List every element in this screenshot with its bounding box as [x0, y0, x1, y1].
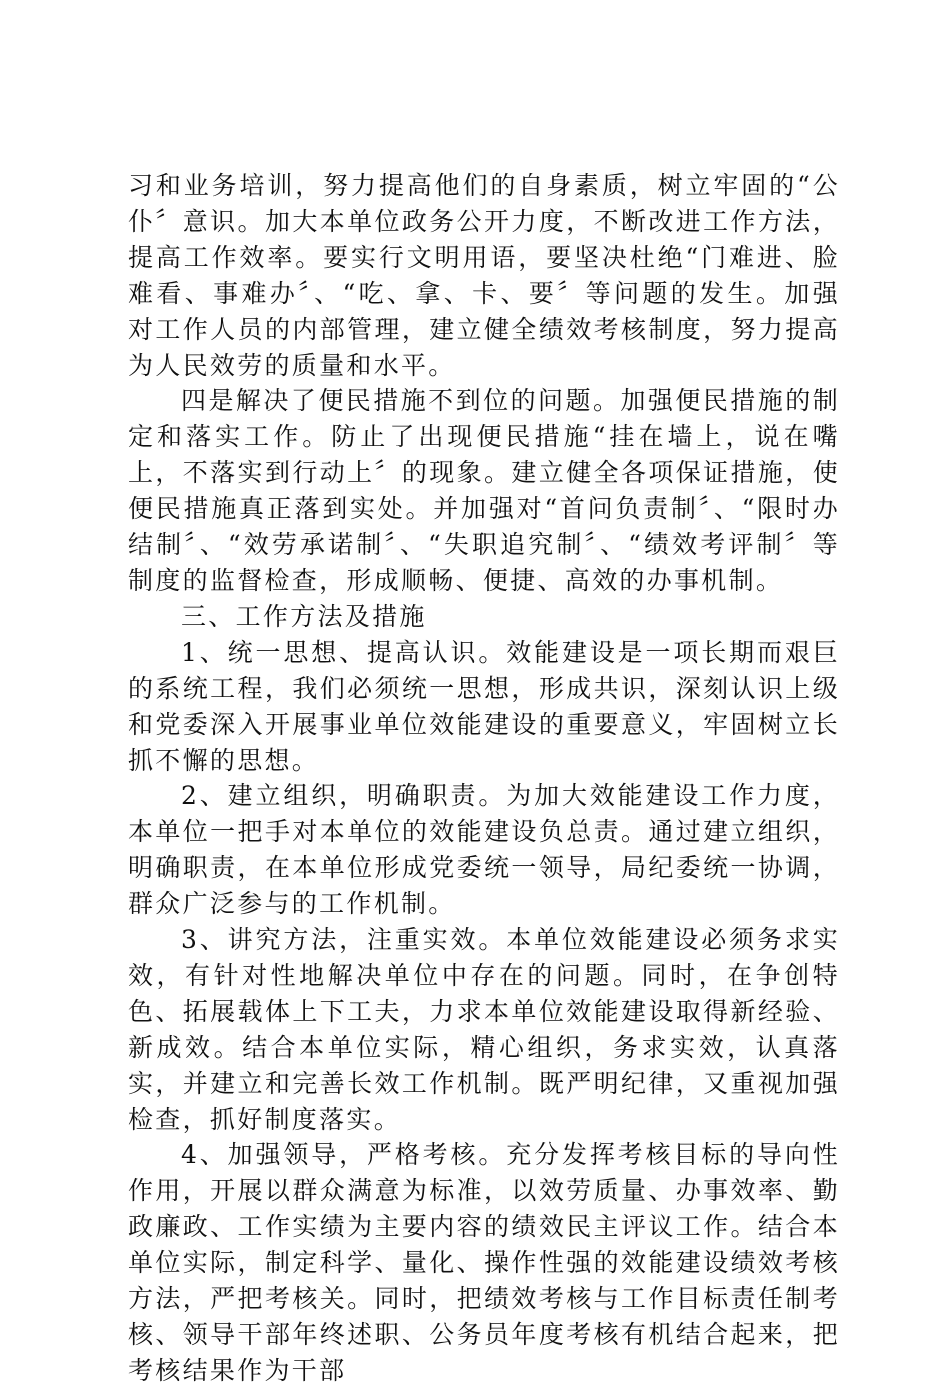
paragraph-item-3: 3、讲究方法，注重实效。本单位效能建设必须务求实效，有针对性地解决单位中存在的问题。同时，在争创特色、拓展载体上下工夫，力求本单位效能建设取得新经验、新成效。结合本单位实际，精心组织，务求实效，认真落实，并建立和完善长效工作机制。既严明纪律，又重视加强检查，抓好制度落实。 — [128, 925, 840, 1134]
paragraph-item-2: 2、建立组织，明确职责。为加大效能建设工作力度，本单位一把手对本单位的效能建设负总责。通过建立组织，明确职责，在本单位形成党委统一领导，局纪委统一协调，群众广泛参与的工作机制。 — [128, 781, 840, 919]
paragraph-item-4: 4、加强领导，严格考核。充分发挥考核目标的导向性作用，开展以群众满意为标准，以效劳质量、办事效率、勤政廉政、工作实绩为主要内容的绩效民主评议工作。结合本单位实际，制定科学、量化、操作性强的效能建设绩效考核方法，严把考核关。同时，把绩效考核与工作目标责任制考核、领导干部年终述职、公务员年度考核有机结合起来，把考核结果作为干部 — [128, 1140, 840, 1385]
paragraph-point-four: 四是解决了便民措施不到位的问题。加强便民措施的制定和落实工作。防止了出现便民措施“挂在墙上，说在嘴上，不落实到行动上〞的现象。建立健全各项保证措施，使便民措施真正落到实处。并加强对“首问负责制〞、“限时办结制〞、“效劳承诺制〞、“失职追究制〞、“绩效考评制〞等制度的监督检查，形成顺畅、便捷、高效的办事机制。 — [128, 386, 840, 595]
section-heading: 三、工作方法及措施 — [181, 601, 427, 631]
paragraph-item-1: 1、统一思想、提高认识。效能建设是一项长期而艰巨的系统工程，我们必须统一思想，形成共识，深刻认识上级和党委深入开展事业单位效能建设的重要意义，牢固树立长抓不懈的思想。 — [128, 637, 840, 775]
document-body — [128, 168, 840, 1389]
paragraph-continuation: 习和业务培训，努力提高他们的自身素质，树立牢固的“公仆〞意识。加大本单位政务公开力度，不断改进工作方法，提高工作效率。要实行文明用语，要坚决杜绝“门难进、脸难看、事难办〞、“吃、拿、卡、要〞等问题的发生。加强对工作人员的内部管理，建立健全绩效考核制度，努力提高为人民效劳的质量和水平。 — [128, 171, 840, 380]
